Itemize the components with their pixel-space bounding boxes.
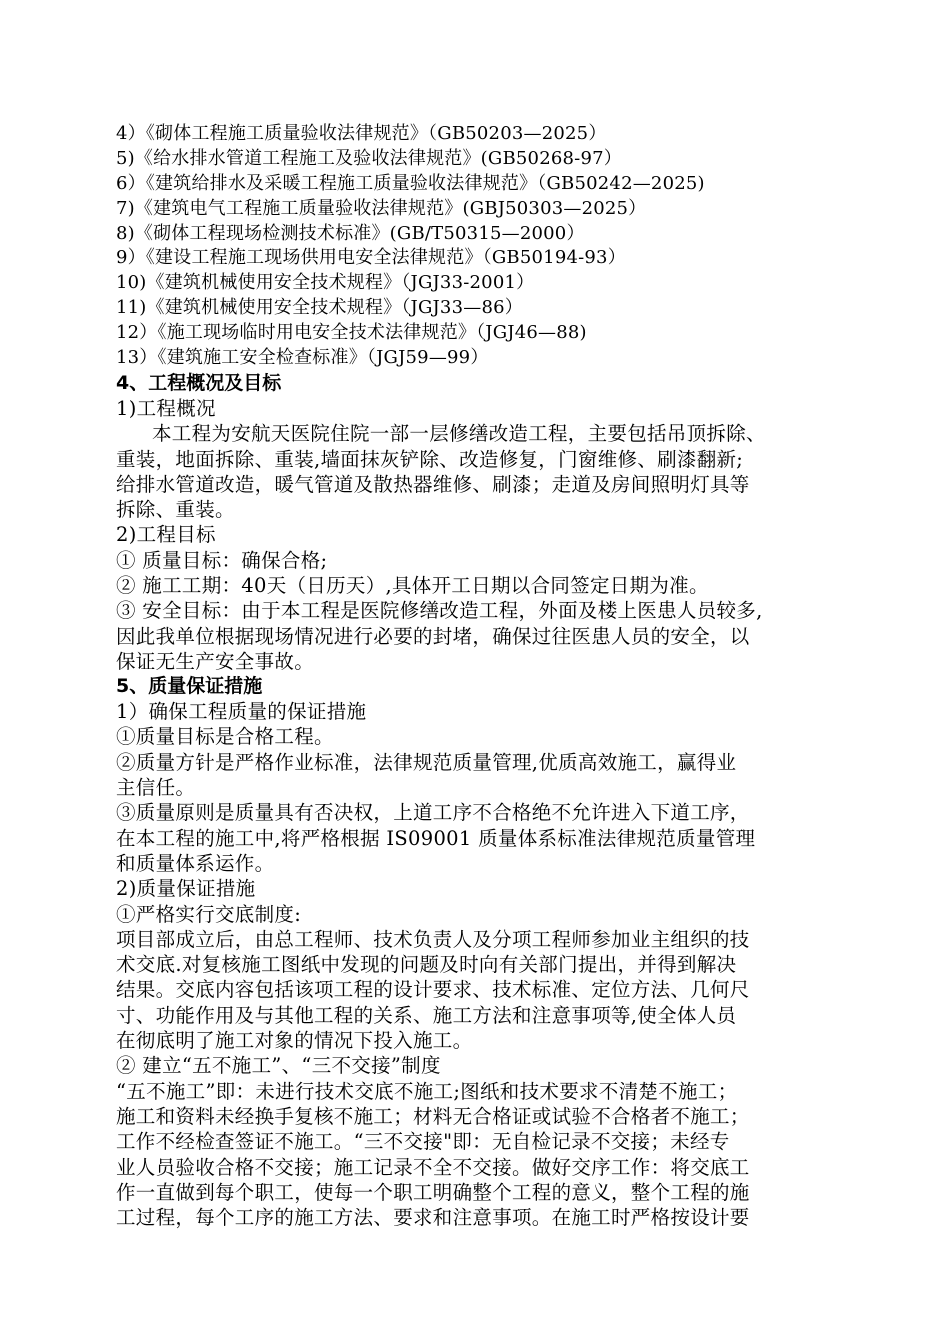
text-line: 施工和资料未经换手复核不施工；材料无合格证或试验不合格者不施工； — [116, 1104, 750, 1128]
project-overview-paragraph — [116, 421, 846, 522]
quality-measures-subheading: 2)质量保证措施 — [116, 877, 256, 901]
standard-item: 7)《建筑电气工程施工质量验收法律规范》(GBJ50303—2025） — [116, 197, 647, 219]
quality-assurance-subheading: 1）确保工程质量的保证措施 — [116, 700, 367, 724]
quality-measures-detail — [116, 902, 846, 1231]
standard-item: 10)《建筑机械使用安全技术规程》（JGJ33-2001） — [116, 272, 535, 294]
standards-list — [116, 122, 846, 371]
project-goals-subheading: 2)工程目标 — [116, 523, 216, 547]
text-line: 术交底.对复核施工图纸中发现的问题及时向有关部门提出，并得到解决 — [116, 953, 737, 977]
text-line: 在彻底明了施工对象的情况下投入施工。 — [116, 1029, 473, 1053]
text-line: 在本工程的施工中,将严格根据 IS09001 质量体系标准法律规范质量管理 — [116, 826, 756, 850]
text-line: 保证无生产安全事故。 — [116, 649, 315, 673]
text-line: ① 质量目标：确保合格; — [116, 548, 328, 572]
text-line: 本工程为安航天医院住院一部一层修缮改造工程，主要包括吊顶拆除、 — [152, 422, 766, 446]
standard-item: 13）《建筑施工安全检查标准》（JGJ59—99） — [116, 347, 489, 369]
text-line: 结果。交底内容包括该项工程的设计要求、技术标准、定位方法、几何尺 — [116, 978, 750, 1002]
text-line: 拆除、重装。 — [116, 498, 235, 522]
standard-item: 8)《砌体工程现场检测技术标准》(GB/T50315—2000） — [116, 222, 585, 244]
text-line: “五不施工”即：未进行技术交底不施工;图纸和技术要求不清楚不施工； — [116, 1079, 738, 1103]
text-line: 和质量体系运作。 — [116, 851, 275, 875]
section-5-heading: 5、质量保证措施 — [116, 675, 263, 698]
document-page — [116, 122, 846, 1230]
text-line: ③ 安全目标：由于本工程是医院修缮改造工程，外面及楼上医患人员较多, — [116, 599, 763, 623]
quality-measures-list — [116, 724, 846, 876]
text-line: 主信任。 — [116, 776, 196, 800]
text-line: ①质量目标是合格工程。 — [116, 725, 334, 749]
text-line: ②质量方针是严格作业标准，法律规范质量管理,优质高效施工，赢得业 — [116, 750, 737, 774]
text-line: 项目部成立后，由总工程师、技术负责人及分项工程师参加业主组织的技 — [116, 927, 750, 951]
project-goals-list — [116, 548, 846, 674]
standard-item: 11)《建筑机械使用安全技术规程》（JGJ33—86） — [116, 297, 523, 319]
text-line: 重装，地面拆除、重装,墙面抹灰铲除、改造修复，门窗维修、刷漆翻新; — [116, 447, 744, 471]
standard-item: 4）《砌体工程施工质量验收法律规范》（GB50203—2025） — [116, 123, 607, 144]
text-line: ③质量原则是质量具有否决权，上道工序不合格绝不允许进入下道工序， — [116, 801, 750, 825]
text-line: ①严格实行交底制度: — [116, 902, 302, 926]
text-line: ② 施工工期：40天（日历天）,具体开工日期以合同签定日期为准。 — [116, 573, 709, 597]
section-4-heading: 4、工程概况及目标 — [116, 371, 282, 394]
standard-item: 12）《施工现场临时用电安全技术法律规范》（JGJ46—88) — [116, 322, 587, 344]
project-overview-subheading: 1)工程概况 — [116, 396, 216, 420]
text-line: 作一直做到每个职工，使每一个职工明确整个工程的意义，整个工程的施 — [116, 1180, 750, 1204]
text-line: 工作不经检查签证不施工。“三不交接"即：无自检记录不交接；未经专 — [116, 1130, 730, 1154]
standard-item: 6）《建筑给排水及采暖工程施工质量验收法律规范》（GB50242—2025) — [116, 172, 705, 194]
standard-item: 9）《建设工程施工现场供用电安全法律规范》（GB50194-93） — [116, 247, 626, 269]
text-line: 业人员验收合格不交接；施工记录不全不交接。做好交序工作：将交底工 — [116, 1155, 750, 1179]
standard-item: 5)《给水排水管道工程施工及验收法律规范》(GB50268-97） — [116, 147, 622, 169]
text-line: ② 建立“五不施工”、“三不交接”制度 — [116, 1054, 441, 1078]
text-line: 工过程，每个工序的施工方法、要求和注意事项。在施工时严格按设计要 — [116, 1206, 750, 1230]
text-line: 寸、功能作用及与其他工程的关系、施工方法和注意事项等,使全体人员 — [116, 1003, 737, 1027]
text-line: 给排水管道改造，暖气管道及散热器维修、刷漆；走道及房间照明灯具等 — [116, 472, 750, 496]
text-line: 因此我单位根据现场情况进行必要的封堵，确保过往医患人员的安全，以 — [116, 624, 750, 648]
